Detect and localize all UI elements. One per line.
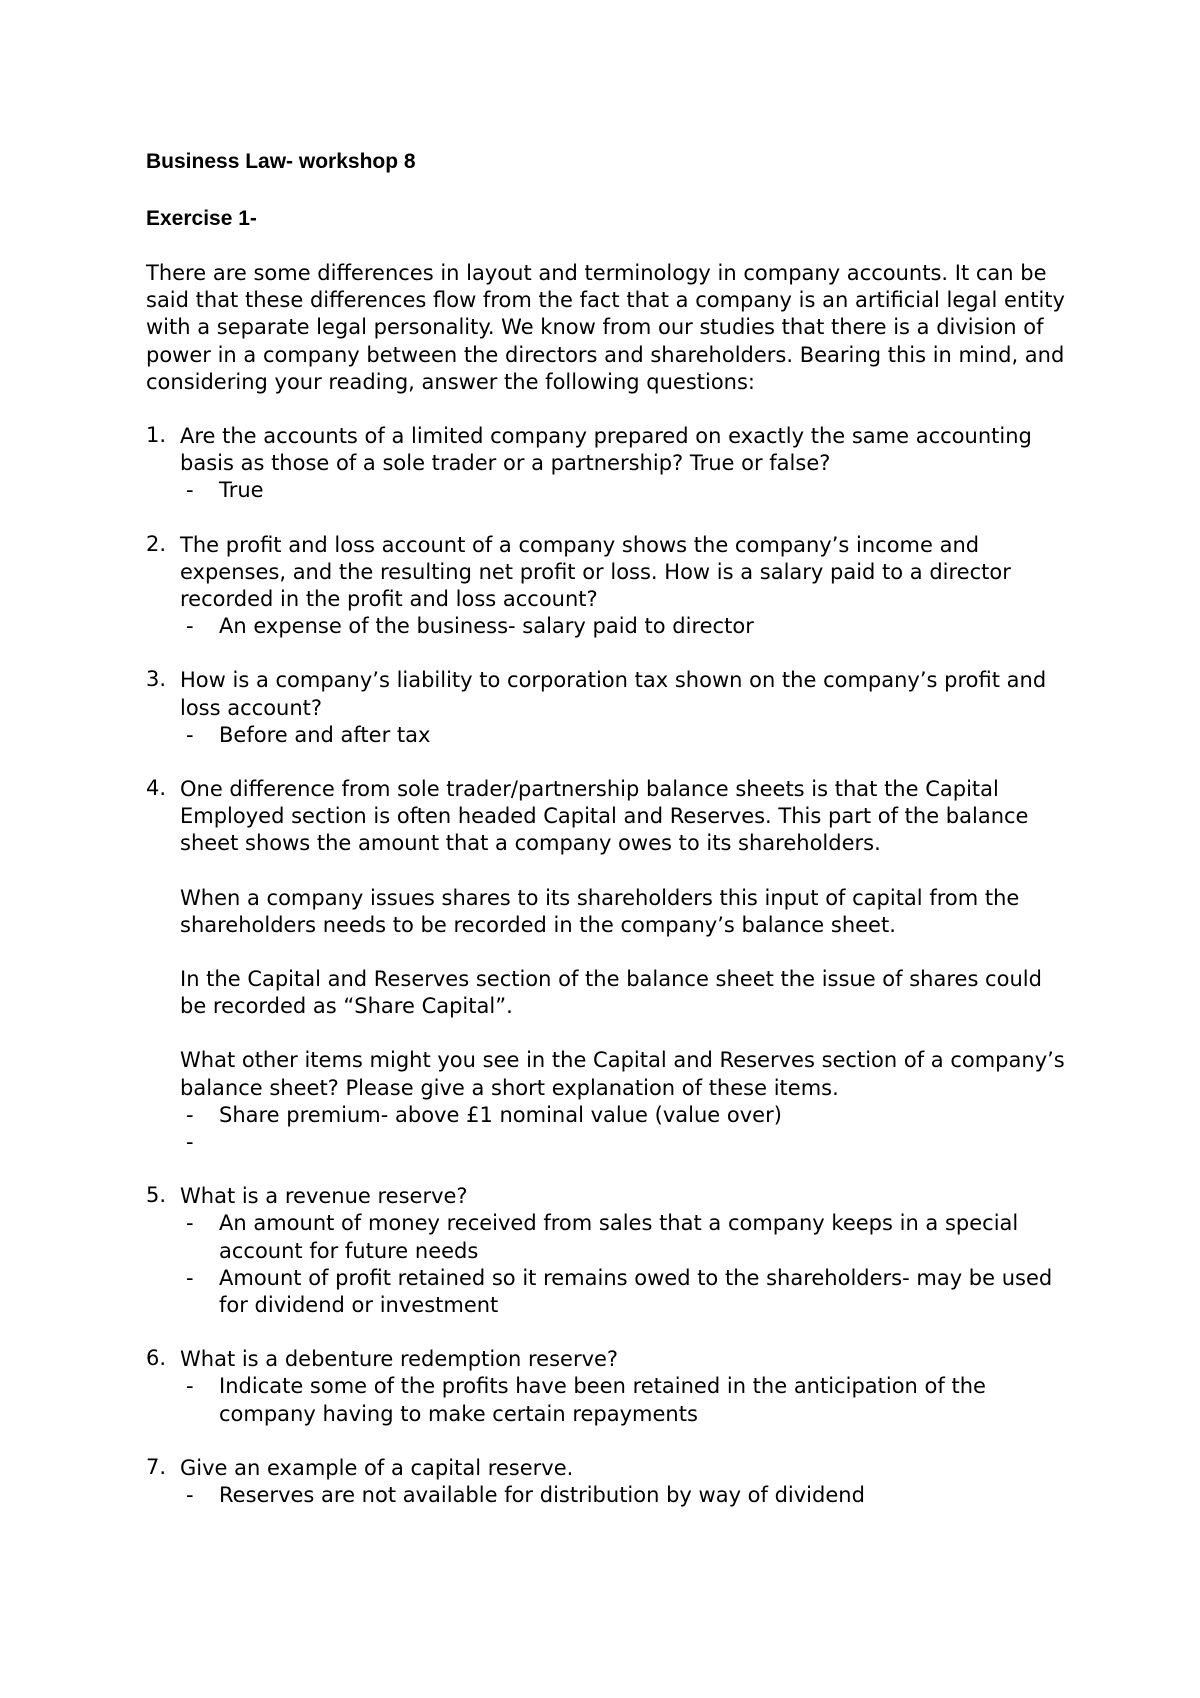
question-text: Are the accounts of a limited company prepared on exactly the same accounting basis as those of a sole trader or a partnership? True or false?	[180, 424, 1032, 476]
question-2	[146, 532, 1066, 641]
question-paragraph: When a company issues shares to its shareholders this input of capital from the shareholders needs to be recorded in the company’s balance sheet.	[180, 885, 1020, 937]
question-text: One difference from sole trader/partnership balance sheets is that the Capital Employed section is often headed Capital and Reserves. This part of the balance sheet shows the amount that a company owes to its shareholders.	[180, 777, 1029, 856]
answer-item: - Indicate some of the profits have been retained in the anticipation of the company having to make certain repayments	[180, 1373, 1066, 1427]
question-text: What is a revenue reserve?	[180, 1184, 468, 1209]
answer-item: - Amount of profit retained so it remains owed to the shareholders- may be used for dividend or investment	[180, 1265, 1066, 1319]
intro-paragraph: There are some differences in layout and terminology in company accounts. It can be said that these differences flow from the fact that a company is an artificial legal entity with a separate legal personality. We know from our studies that there is a division of power in a company between the directors and shareholders. Bearing this in mind, and considering your reading, answer the following questions:	[146, 261, 1065, 394]
question-text: What is a debenture redemption reserve?	[180, 1347, 619, 1372]
question-5	[146, 1183, 1066, 1319]
question-number: 3.	[146, 667, 167, 692]
exercise-heading: Exercise 1-	[146, 207, 257, 230]
answer-item: - An expense of the business- salary paid to director	[180, 613, 1066, 640]
question-paragraph: What other items might you see in the Capital and Reserves section of a company’s balance sheet? Please give a short explanation of these items.	[180, 1048, 1065, 1100]
answer-list	[180, 1102, 1066, 1156]
answer-item: - Share premium- above £1 nominal value (value over)	[180, 1102, 1066, 1129]
question-number: 6.	[146, 1346, 167, 1371]
answer-list	[180, 722, 1066, 749]
question-3	[146, 667, 1066, 749]
question-number: 7.	[146, 1454, 167, 1479]
question-text: The profit and loss account of a company shows the company’s income and expenses, and the resulting net profit or loss. How is a salary paid to a director recorded in the profit and loss account?	[180, 532, 1011, 612]
question-4	[146, 776, 1066, 1156]
question-paragraph: In the Capital and Reserves section of the balance sheet the issue of shares could be recorded as “Share Capital”.	[180, 967, 1042, 1019]
answer-item: - Reserves are not available for distribution by way of dividend	[180, 1482, 1066, 1509]
document-title: Business Law- workshop 8	[146, 150, 416, 173]
answer-item-empty	[180, 1129, 1066, 1156]
answer-item: - Before and after tax	[180, 722, 1066, 749]
answer-list	[180, 1482, 1066, 1509]
question-number: 2.	[146, 531, 167, 556]
document-page	[146, 148, 1066, 1536]
question-7	[146, 1455, 1066, 1509]
answer-list	[180, 477, 1066, 504]
question-number: 5.	[146, 1183, 167, 1208]
question-number: 1.	[146, 423, 167, 448]
answer-list	[180, 1373, 1066, 1427]
question-text: How is a company’s liability to corporation tax shown on the company’s profit and loss account?	[180, 668, 1047, 720]
question-number: 4.	[146, 776, 167, 801]
answer-item: - An amount of money received from sales that a company keeps in a special account for future needs	[180, 1210, 1066, 1264]
question-text: Give an example of a capital reserve.	[180, 1455, 574, 1480]
question-1	[146, 423, 1066, 505]
answer-list	[180, 1210, 1066, 1319]
answer-item: - True	[180, 477, 1066, 504]
answer-list	[180, 613, 1066, 640]
question-list	[146, 423, 1066, 1509]
question-6	[146, 1346, 1066, 1428]
